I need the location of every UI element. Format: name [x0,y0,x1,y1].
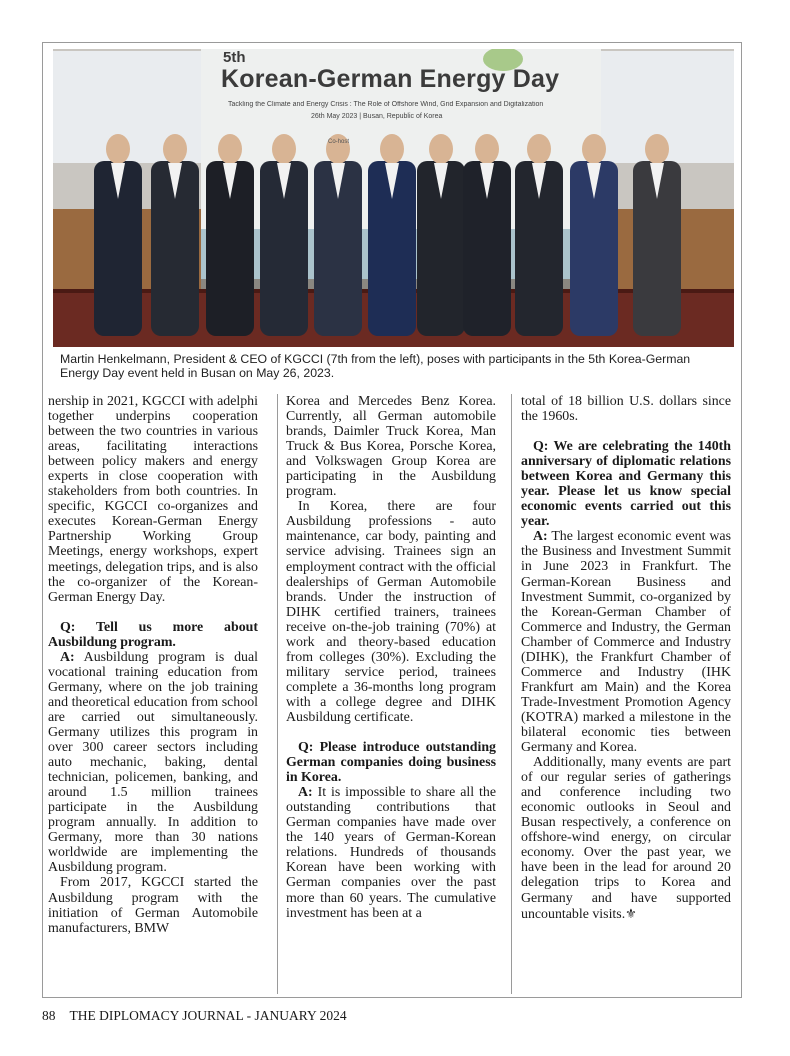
question-anniversary: Q: We are celebrating the 140th anniversary of diplomatic relations between Korea and Germany this year. Please let us know special economic events carried out this year. [521,439,731,530]
banner-title: Korean-German Energy Day [221,65,560,93]
answer-lead: A: [60,649,75,665]
question-german-companies: Q: Please introduce outstanding German companies doing business in Korea. [286,740,496,786]
answer-text: It is impossible to share all the outstanding contributions that German companies have made over the 140 years of German-Korean relations. Hundreds of thousands Korean have been working with German companies over the past more than 60 years. The cumulative investment has been at a [286,785,496,921]
person-head [527,134,551,164]
end-mark-icon: ⚜ [625,905,637,921]
person-head [163,134,187,164]
answer-lead: A: [298,785,313,801]
person-head [475,134,499,164]
question-ausbildung: Q: Tell us more about Ausbildung program. [48,619,258,650]
person-head [429,134,453,164]
banner-date: 26th May 2023 | Busan, Republic of Korea [311,113,443,120]
publication-name: THE DIPLOMACY JOURNAL - JANUARY 2024 [69,1008,347,1023]
answer-german-companies [286,785,496,920]
answer-ausbildung [48,650,258,876]
person-head [380,134,404,164]
person-head [218,134,242,164]
answer-text: Ausbildung program is dual vocational training education from Germany, where on the job training and theoretical education from school are carried out simultaneously. Germany utilizes this program in over 300 career sectors including auto mechanic, baking, dental technician, policemen, banking, and around 1.5 million trainees participate in the Ausbildung program annually. In addition to Germany, more than 30 nations worldwide are implementing the Ausbildung program. [48,649,258,876]
paragraph [521,755,731,922]
article-column-2 [286,394,496,921]
article-column-3 [521,394,731,922]
paragraph-text: Additionally, many events are part of our regular series of gatherings and conference including two economic outlooks in Seoul and Busan respectively, a conference on offshore-wind energy, on circular economy. Over the past year, we have been in the lead for around 20 delegation trips to Korea and Germany and have supported uncountable visits. [521,755,731,922]
person-head [645,134,669,164]
article-column-1 [48,394,258,936]
column-divider-1 [277,394,278,994]
event-photo [53,49,734,347]
answer-lead: A: [533,529,548,545]
column-divider-2 [511,394,512,994]
answer-anniversary [521,529,731,755]
banner-subtitle: Tackling the Climate and Energy Crisis : The Role of Offshore Wind, Grid Expansion and Digitalization [228,101,544,108]
person-head [582,134,606,164]
person-head [106,134,130,164]
banner-number: 5th [223,49,246,66]
paragraph: total of 18 billion U.S. dollars since the 1960s. [521,394,731,425]
answer-text: The largest economic event was the Business and Investment Summit in June 2023 in Frankfurt. The German-Korean Business and Investment Summit, co-organized by the Korean-German Chamber of Commerce and Industry, the German Chamber of Commerce and Industry (DIHK), the Frankfurt Chamber of Commerce and Industry (IHK Frankfurt am Main) and the Korea Trade-Investment Promotion Agency (KOTRA) marked a milestone in the bilateral economic ties between Germany and Korea. [521,529,731,756]
page-number: 88 [42,1008,56,1023]
paragraph: In Korea, there are four Ausbildung professions - auto maintenance, car body, painting and service advising. Trainees sign an employment contract with the official dealerships of German Automobile brands. Under the instruction of DIHK certified trainers, trainees receive on-the-job training (70%) at work and theory-based education from colleges (30%). Excluding the military service period, trainees complete a 36-months long program with a college degree and DIHK Ausbildung certificate. [286,499,496,725]
page-footer [42,1008,347,1024]
paragraph: From 2017, KGCCI started the Ausbildung program with the initiation of German Automobile manufacturers, BMW [48,875,258,936]
paragraph: nership in 2021, KGCCI with adelphi together underpins cooperation between the two countries in various areas, facilitating interactions between policy makers and energy experts in close cooperation with stakeholders from both countries. In specific, KGCCI co-organizes and executes Korean-German Energy Partnership Working Group Meetings, energy workshops, expert meetings, delegation trips, and is also the co-organizer of the Korean-German Energy Day. [48,394,258,605]
photo-caption: Martin Henkelmann, President & CEO of KGCCI (7th from the left), poses with participants in the 5th Korea-German Energy Day event held in Busan on May 26, 2023. [60,352,691,380]
person-head [272,134,296,164]
paragraph: Korea and Mercedes Benz Korea. Currently, all German automobile brands, Daimler Truck Korea, Man Truck & Bus Korea, Porsche Korea, and Volkswagen Group Korea are participating in the Ausbildung program. [286,394,496,500]
banner-host: Co-host [328,139,350,145]
